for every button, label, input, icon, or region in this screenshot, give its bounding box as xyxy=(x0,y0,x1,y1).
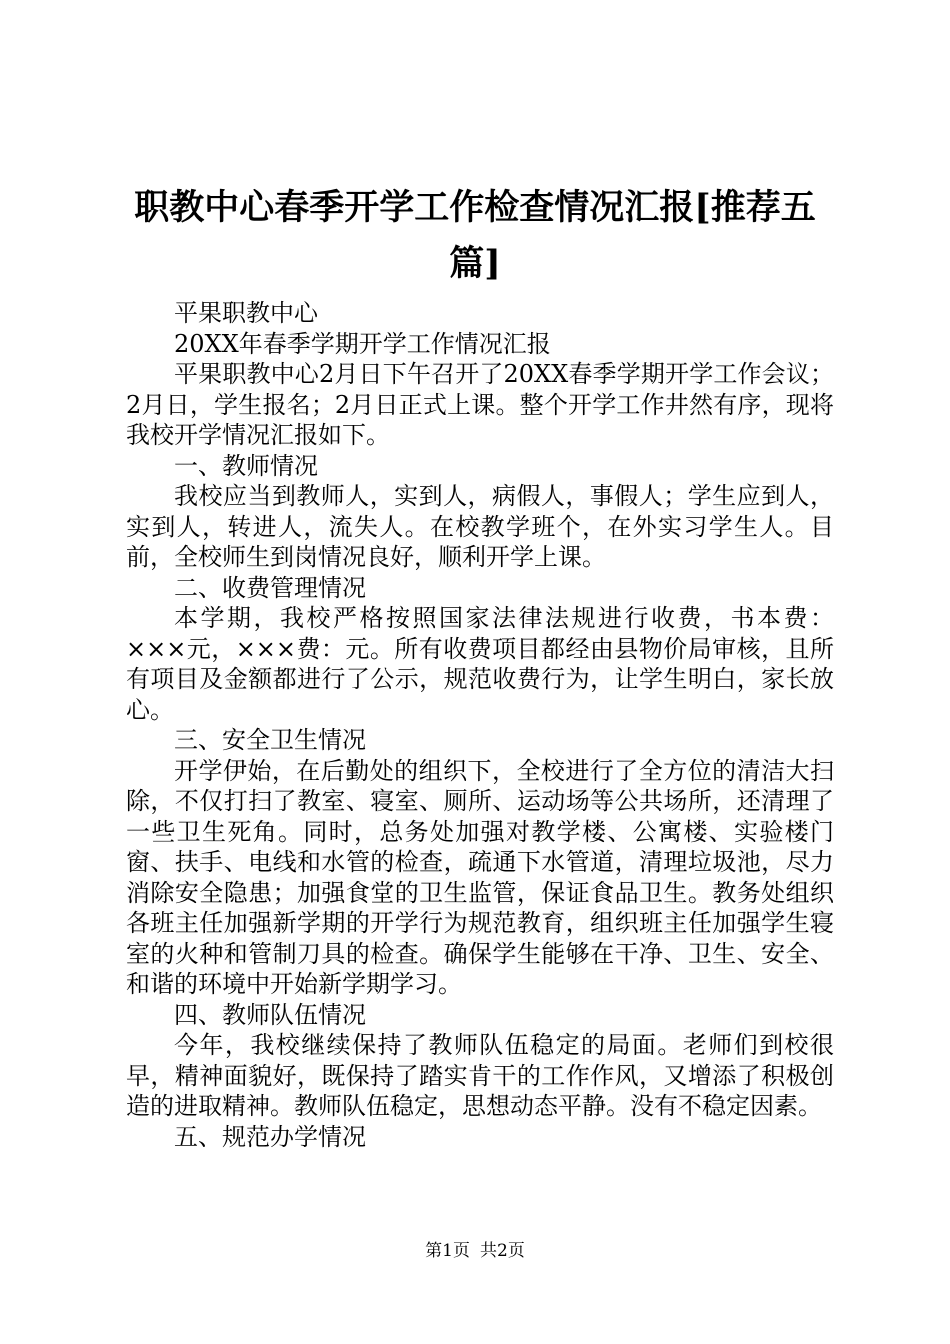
teachers-paragraph: 我校应当到教师人，实到人，病假人，事假人；学生应到人，实到人，转进人，流失人。在校教学班个，在外实习学生人。目前，全校师生到岗情况良好，顺利开学上课。 xyxy=(126,482,834,571)
section-heading-teachers: 一、教师情况 xyxy=(174,451,318,480)
section-heading-regulation: 五、规范办学情况 xyxy=(174,1122,366,1151)
page-number: 第1页 xyxy=(425,1241,470,1261)
org-name-line: 平果职教中心 xyxy=(174,299,318,327)
page-footer xyxy=(0,1240,950,1262)
document-title: 职教中心春季开学工作检查情况汇报[推荐五篇] xyxy=(134,187,816,284)
section-heading-fees: 二、收费管理情况 xyxy=(174,573,366,602)
fees-paragraph: 本学期，我校严格按照国家法律法规进行收费，书本费：×××元，×××费：元。所有收费项目都经由县物价局审核，且所有项目及金额都进行了公示，规范收费行为，让学生明白，家长放心。 xyxy=(126,604,834,724)
page-total: 共2页 xyxy=(480,1241,525,1261)
report-subtitle-line: 20XX年春季学期开学工作情况汇报 xyxy=(174,329,551,358)
intro-paragraph: 平果职教中心2月日下午召开了20XX春季学期开学工作会议；2月日，学生报名；2月日正式上课。整个开学工作井然有序，现将我校开学情况汇报如下。 xyxy=(126,360,834,449)
document-body xyxy=(126,298,834,1152)
safety-paragraph: 开学伊始，在后勤处的组织下，全校进行了全方位的清洁大扫除，不仅打扫了教室、寝室、厕所、运动场等公共场所，还清理了一些卫生死角。同时，总务处加强对教学楼、公寓楼、实验楼门窗、扶手、电线和水管的检查，疏通下水管道，清理垃圾池，尽力消除安全隐患；加强食堂的卫生监管，保证食品卫生。教务处组织各班主任加强新学期的开学行为规范教育，组织班主任加强学生寝室的火种和管制刀具的检查。确保学生能够在干净、卫生、安全、和谐的环境中开始新学期学习。 xyxy=(126,756,834,998)
staff-paragraph: 今年，我校继续保持了教师队伍稳定的局面。老师们到校很早，精神面貌好，既保持了踏实肯干的工作作风，又增添了积极创造的进取精神。教师队伍稳定，思想动态平静。没有不稳定因素。 xyxy=(126,1031,834,1120)
section-heading-staff: 四、教师队伍情况 xyxy=(174,1000,366,1029)
section-heading-safety: 三、安全卫生情况 xyxy=(174,726,366,754)
